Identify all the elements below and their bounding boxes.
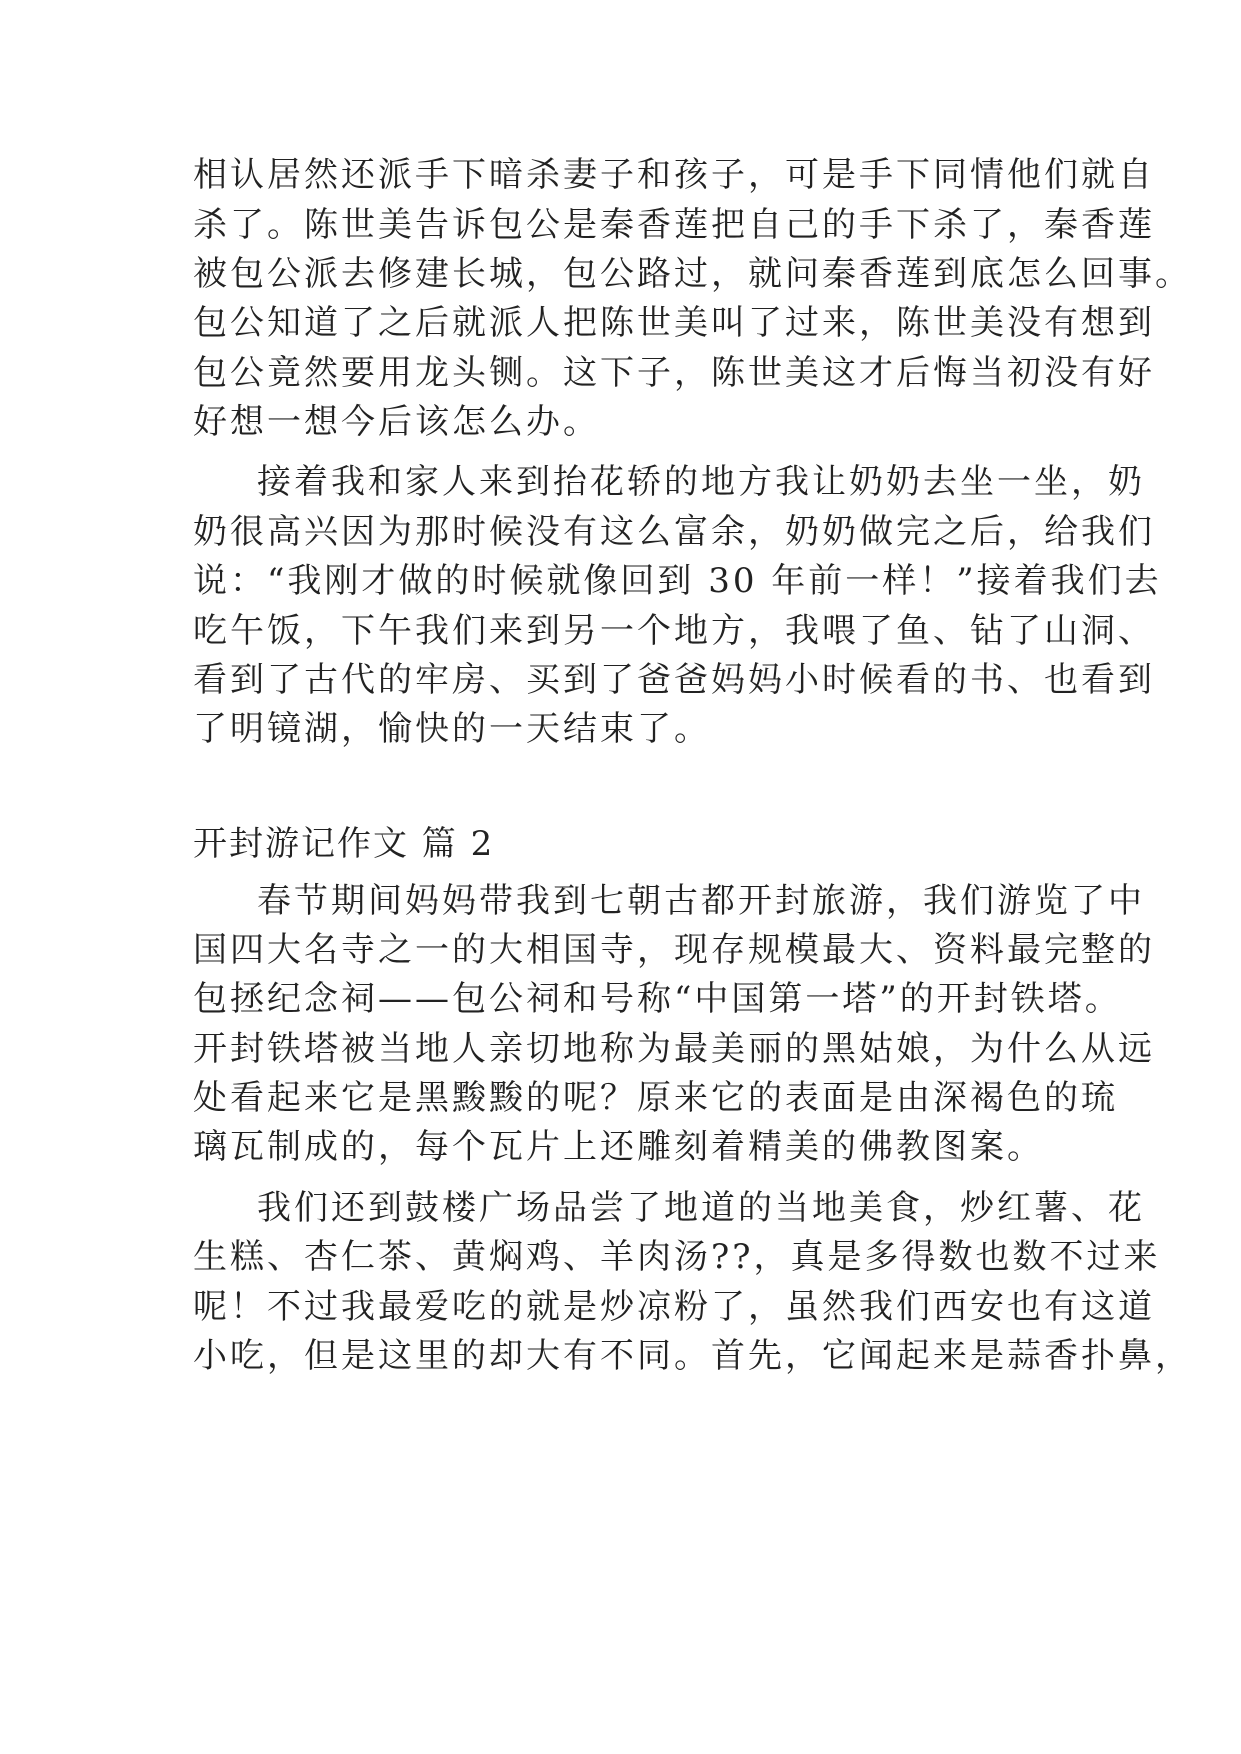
text-line: 了明镜湖，愉快的一天结束了。 [193,709,711,749]
text-line: 杀了。陈世美告诉包公是秦香莲把自己的手下杀了，秦香莲 [193,205,1155,245]
text-line: 说：“我刚才做的时候就像回到 30 年前一样！”接着我们去 [193,561,1162,601]
text-line: 春节期间妈妈带我到七朝古都开封旅游，我们游览了中 [257,881,1145,921]
text-line: 被包公派去修建长城，包公路过，就问秦香莲到底怎么回事。 [193,254,1192,294]
text-line: 奶很高兴因为那时候没有这么富余，奶奶做完之后，给我们 [193,512,1155,552]
text-line: 包公知道了之后就派人把陈世美叫了过来，陈世美没有想到 [193,303,1155,343]
text-line: 好想一想今后该怎么办。 [193,402,600,442]
section-title: 开封游记作文 篇 2 [193,824,495,864]
text-line: 包拯纪念祠——包公祠和号称“中国第一塔”的开封铁塔。 [193,979,1122,1019]
text-line: 相认居然还派手下暗杀妻子和孩子，可是手下同情他们就自 [193,155,1155,195]
text-line: 小吃，但是这里的却大有不同。首先，它闻起来是蒜香扑鼻， [193,1336,1192,1376]
text-line: 看到了古代的牢房、买到了爸爸妈妈小时候看的书、也看到 [193,660,1155,700]
text-line: 处看起来它是黑黢黢的呢？原来它的表面是由深褐色的琉 [193,1078,1118,1118]
text-line: 开封铁塔被当地人亲切地称为最美丽的黑姑娘，为什么从远 [193,1029,1155,1069]
text-line: 包公竟然要用龙头铡。这下子，陈世美这才后悔当初没有好 [193,353,1155,393]
text-line: 接着我和家人来到抬花轿的地方我让奶奶去坐一坐，奶 [257,462,1145,502]
text-line: 吃午饭，下午我们来到另一个地方，我喂了鱼、钻了山洞、 [193,611,1155,651]
text-line: 璃瓦制成的，每个瓦片上还雕刻着精美的佛教图案。 [193,1127,1044,1167]
text-line: 我们还到鼓楼广场品尝了地道的当地美食，炒红薯、花 [257,1188,1145,1228]
text-line: 呢！不过我最爱吃的就是炒凉粉了，虽然我们西安也有这道 [193,1287,1155,1327]
text-line: 国四大名寺之一的大相国寺，现存规模最大、资料最完整的 [193,930,1155,970]
text-line: 生糕、杏仁茶、黄焖鸡、羊肉汤??，真是多得数也数不过来 [193,1237,1161,1277]
